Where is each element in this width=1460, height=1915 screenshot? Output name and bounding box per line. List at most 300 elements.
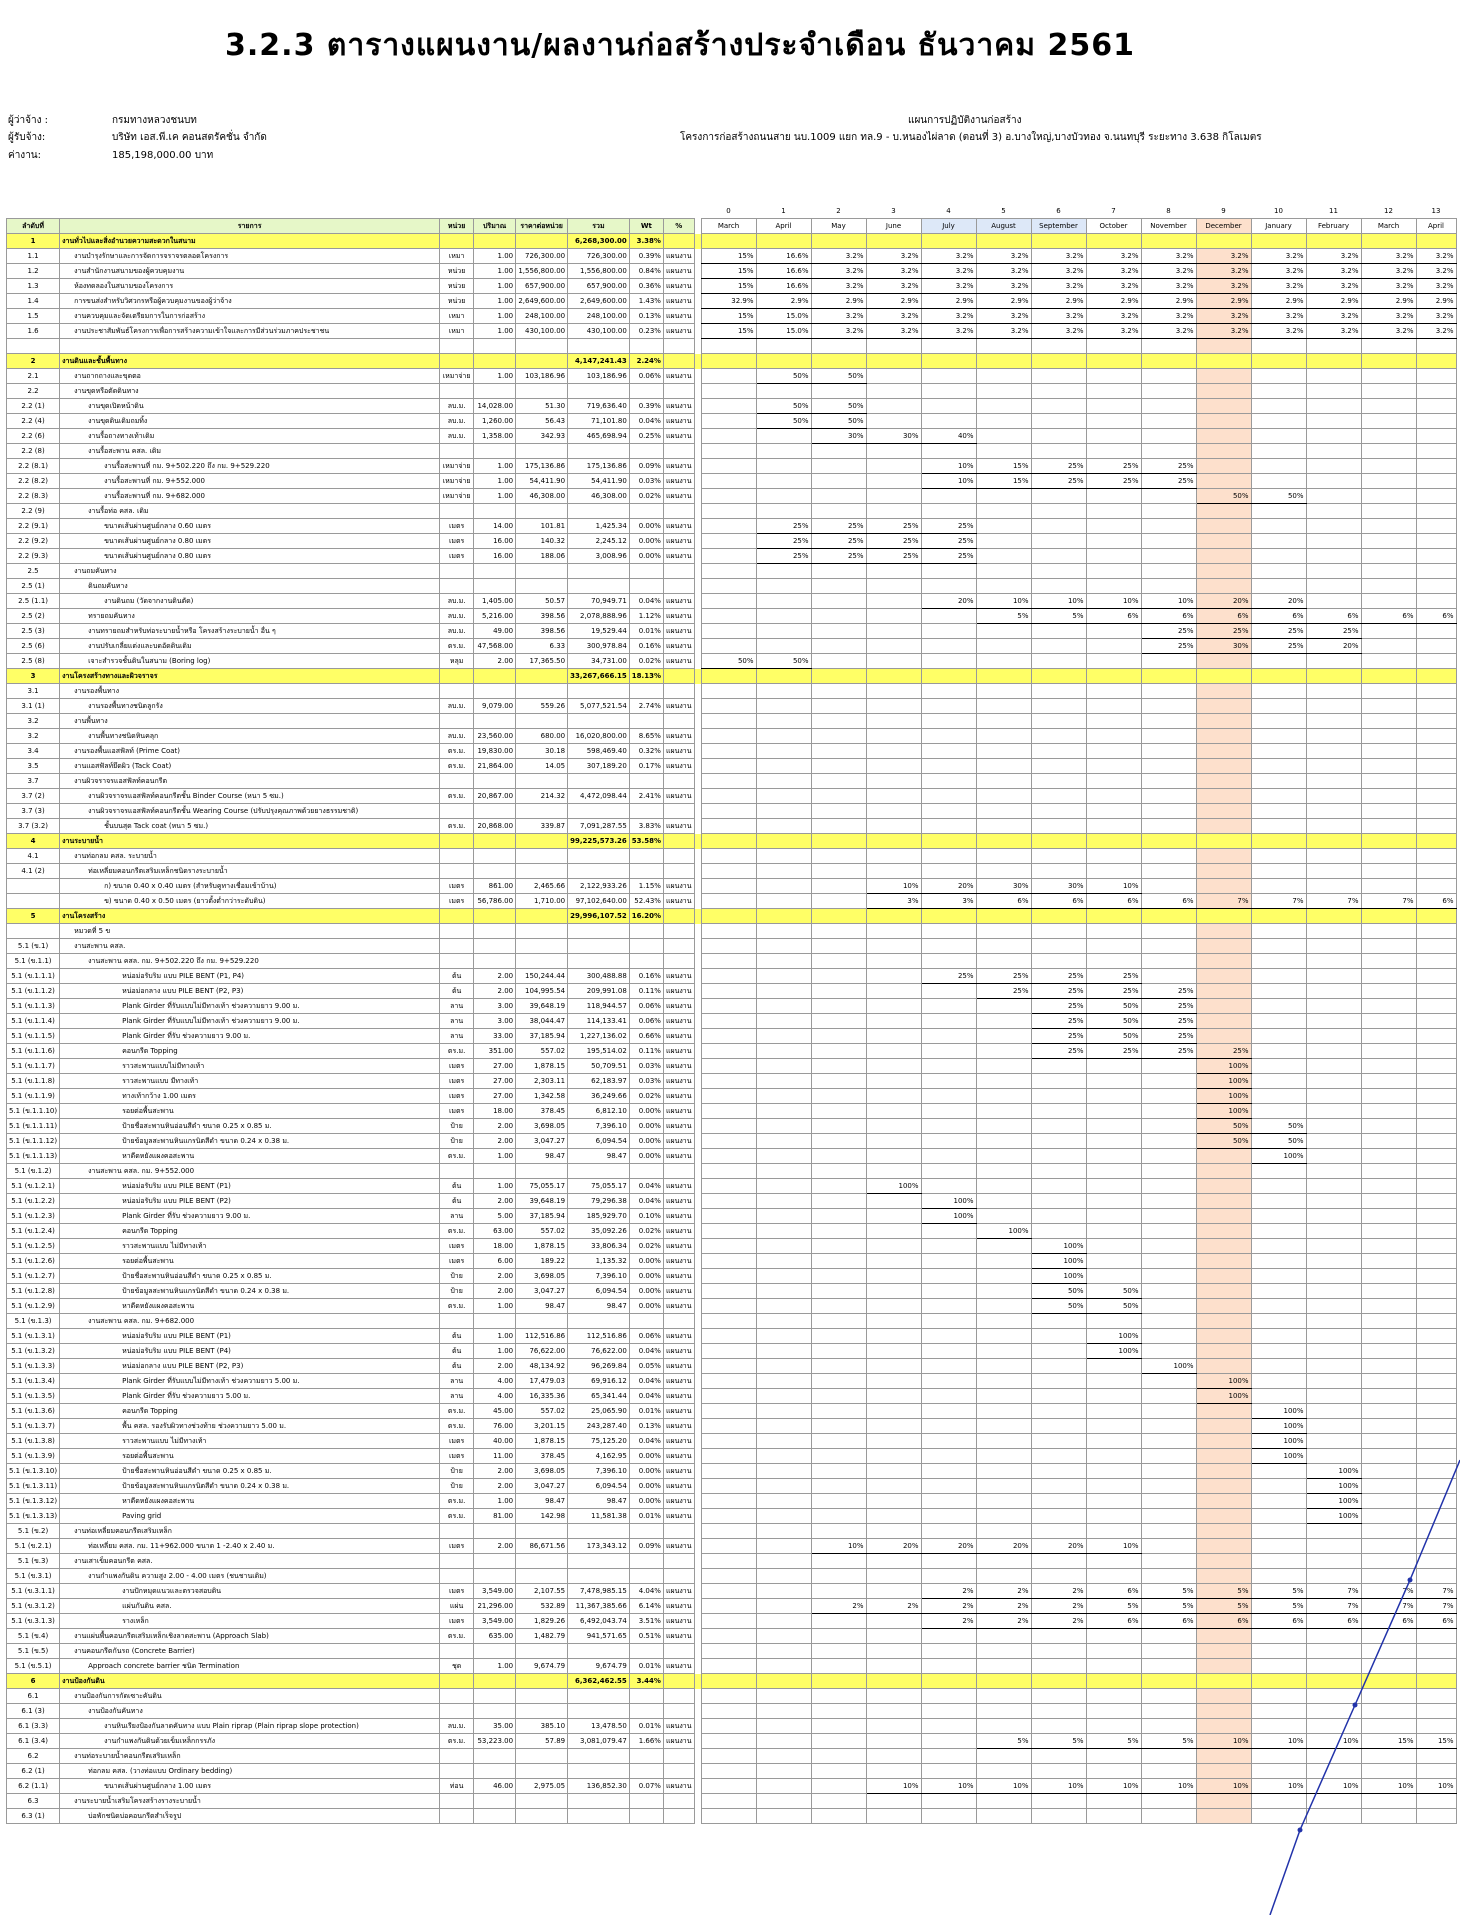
month-cell: 3.2% (921, 264, 976, 279)
month-cell: 100% (1196, 1104, 1251, 1119)
row-unit: ต้น (440, 1344, 474, 1359)
month-cell (1416, 789, 1456, 804)
row-unit: เมตร (440, 1104, 474, 1119)
month-cell (756, 1089, 811, 1104)
month-cell (811, 1779, 866, 1794)
row-weight: 0.02% (629, 654, 663, 669)
month-cell (1416, 1434, 1456, 1449)
row-weight (629, 1764, 663, 1779)
month-cell (1141, 1299, 1196, 1314)
month-cell (921, 1134, 976, 1149)
month-cell (1416, 1284, 1456, 1299)
month-cell (811, 1299, 866, 1314)
month-cell: 50% (756, 399, 811, 414)
month-cell (756, 1569, 811, 1584)
month-cell: 3.2% (1416, 264, 1456, 279)
row-item-name: งานป้องกันการกัดเซาะคันดิน (60, 1689, 440, 1704)
row-unit: เมตร (440, 1089, 474, 1104)
row-type (663, 669, 694, 684)
month-cell: 2.9% (1196, 294, 1251, 309)
row-unit (440, 804, 474, 819)
gap (694, 1464, 701, 1479)
row-unit-price (516, 684, 568, 699)
month-cell (1141, 924, 1196, 939)
month-cell: 5% (1251, 1584, 1306, 1599)
month-cell: 25% (1031, 1014, 1086, 1029)
month-cell (1416, 1629, 1456, 1644)
month-cell (1086, 1749, 1141, 1764)
month-cell (811, 1509, 866, 1524)
month-cell (1031, 1089, 1086, 1104)
row-item-name: ป้ายชื่อสะพานหินอ่อนสีดำ ขนาด 0.25 x 0.85 ม. (60, 1119, 440, 1134)
month-cell (1361, 354, 1416, 369)
month-cell (756, 504, 811, 519)
month-cell (1086, 549, 1141, 564)
month-cell (1416, 1254, 1456, 1269)
row-number: 2.5 (7, 564, 60, 579)
month-cell (976, 1194, 1031, 1209)
month-cell (701, 1374, 756, 1389)
month-cell (866, 594, 921, 609)
gap (694, 729, 701, 744)
row-item-name: ชั้นบนสุด Tack coat (หนา 5 ซม.) (60, 819, 440, 834)
row-weight (629, 444, 663, 459)
month-cell (701, 1509, 756, 1524)
month-cell (1141, 429, 1196, 444)
month-cell (701, 1329, 756, 1344)
month-cell (866, 489, 921, 504)
month-cell (1251, 1704, 1306, 1719)
row-number: 5.1 (ข.1.1.2) (7, 984, 60, 999)
row-total: 34,731.00 (568, 654, 630, 669)
month-cell (1416, 1239, 1456, 1254)
month-cell: 3.2% (1086, 324, 1141, 339)
month-cell: 3.2% (1306, 264, 1361, 279)
month-cell (921, 1404, 976, 1419)
month-cell (1086, 1434, 1141, 1449)
row-item-name: งานท่อเหลี่ยมคอนกรีตเสริมเหล็ก (60, 1524, 440, 1539)
month-cell (1306, 1749, 1361, 1764)
row-total (568, 939, 630, 954)
month-cell: 5% (1086, 1599, 1141, 1614)
month-cell (701, 1029, 756, 1044)
month-cell (1361, 1074, 1416, 1089)
month-cell (1361, 1674, 1416, 1689)
month-cell (1031, 1494, 1086, 1509)
table-row (7, 1659, 1457, 1674)
month-cell (1416, 1689, 1456, 1704)
row-unit: ลาน (440, 1029, 474, 1044)
month-cell (921, 564, 976, 579)
month-cell (1306, 1104, 1361, 1119)
month-cell (976, 1509, 1031, 1524)
month-cell (976, 1704, 1031, 1719)
row-unit-price (516, 579, 568, 594)
month-cell (866, 1389, 921, 1404)
row-unit-price: 3,047.27 (516, 1479, 568, 1494)
month-cell (1361, 1659, 1416, 1674)
month-cell (921, 504, 976, 519)
month-cell (1416, 954, 1456, 969)
row-type: แผนงาน (663, 369, 694, 384)
month-cell (1251, 1629, 1306, 1644)
month-cell (1251, 354, 1306, 369)
month-cell: 2% (921, 1599, 976, 1614)
row-quantity (474, 564, 516, 579)
month-cell (976, 954, 1031, 969)
row-unit-price: 103,186.96 (516, 369, 568, 384)
month-cell (1251, 1164, 1306, 1179)
month-cell (756, 384, 811, 399)
row-unit: ตร.ม. (440, 759, 474, 774)
month-cell (1416, 1449, 1456, 1464)
month-cell (756, 489, 811, 504)
row-unit: หลุม (440, 654, 474, 669)
row-total (568, 1794, 630, 1809)
row-unit-price (516, 1569, 568, 1584)
month-cell (1416, 864, 1456, 879)
month-cell (921, 1494, 976, 1509)
row-type: แผนงาน (663, 1479, 694, 1494)
month-cell (976, 759, 1031, 774)
row-total (568, 1164, 630, 1179)
month-cell (1031, 1524, 1086, 1539)
month-cell (1416, 1764, 1456, 1779)
month-cell (756, 459, 811, 474)
month-cell (756, 909, 811, 924)
month-header: January (1251, 219, 1306, 234)
row-item-name: งานสำนักงานสนามของผู้ควบคุมงาน (60, 264, 440, 279)
month-cell (1141, 1254, 1196, 1269)
table-row (7, 1089, 1457, 1104)
month-cell (921, 1104, 976, 1119)
table-row (7, 324, 1457, 339)
table-row (7, 834, 1457, 849)
month-cell (1251, 1389, 1306, 1404)
month-cell: 10% (1141, 594, 1196, 609)
month-header: March (701, 219, 756, 234)
row-unit: ลาน (440, 1209, 474, 1224)
month-cell: 25% (866, 534, 921, 549)
month-cell (921, 669, 976, 684)
month-cell (866, 1629, 921, 1644)
month-cell (1306, 1419, 1361, 1434)
gap (694, 969, 701, 984)
month-cell (1031, 519, 1086, 534)
month-cell (811, 1794, 866, 1809)
month-cell (1141, 1674, 1196, 1689)
month-cell (1306, 564, 1361, 579)
month-cell (866, 729, 921, 744)
row-weight: 0.04% (629, 1344, 663, 1359)
month-cell (1361, 849, 1416, 864)
row-weight: 0.16% (629, 969, 663, 984)
table-row (7, 1689, 1457, 1704)
month-cell (1306, 1764, 1361, 1779)
row-item-name: หาดีดหยังแผงคอสะพาน (60, 1149, 440, 1164)
month-cell (1251, 1104, 1306, 1119)
month-cell (811, 384, 866, 399)
gap (694, 594, 701, 609)
month-cell (1251, 1029, 1306, 1044)
row-weight: 0.10% (629, 1209, 663, 1224)
month-cell (1416, 474, 1456, 489)
month-cell (1361, 1314, 1416, 1329)
row-type: แผนงาน (663, 999, 694, 1014)
month-cell (1361, 1344, 1416, 1359)
month-cell (1196, 1524, 1251, 1539)
month-cell (1306, 459, 1361, 474)
month-cell (1416, 1299, 1456, 1314)
month-cell (1306, 1689, 1361, 1704)
month-cell (866, 1194, 921, 1209)
gap (694, 1554, 701, 1569)
gap (694, 1509, 701, 1524)
row-unit-price: 14.05 (516, 759, 568, 774)
month-cell (866, 1314, 921, 1329)
month-cell (1361, 504, 1416, 519)
row-number: 2.5 (3) (7, 624, 60, 639)
row-unit-price: 557.02 (516, 1224, 568, 1239)
row-weight: 0.09% (629, 459, 663, 474)
row-weight (629, 684, 663, 699)
month-cell (866, 624, 921, 639)
table-row (7, 1554, 1457, 1569)
row-unit-price (516, 339, 568, 354)
month-cell (811, 804, 866, 819)
month-cell (921, 774, 976, 789)
row-unit-price: 39,648.19 (516, 999, 568, 1014)
month-cell (1196, 1284, 1251, 1299)
month-cell (976, 1389, 1031, 1404)
row-item-name: บ่อพักชนิดบ่อคอนกรีตสำเร็จรูป (60, 1809, 440, 1824)
month-cell (1031, 1674, 1086, 1689)
month-cell (1251, 1509, 1306, 1524)
month-header: March (1361, 219, 1416, 234)
header-spacer (568, 204, 630, 219)
month-cell (976, 909, 1031, 924)
month-number: 7 (1086, 204, 1141, 219)
month-cell (1196, 714, 1251, 729)
month-cell (756, 1404, 811, 1419)
month-cell (1306, 1629, 1361, 1644)
row-quantity: 40.00 (474, 1434, 516, 1449)
cost-value: 185,198,000.00 บาท (112, 150, 214, 161)
row-item-name: ข) ขนาด 0.40 x 0.50 เมตร (ยาวตั้งต่ำกว่าระดับดิน) (60, 894, 440, 909)
month-cell (1031, 1719, 1086, 1734)
row-total: 112,516.86 (568, 1329, 630, 1344)
month-cell (811, 1479, 866, 1494)
month-cell (701, 1194, 756, 1209)
month-cell: 6% (1086, 1584, 1141, 1599)
month-cell (1306, 1434, 1361, 1449)
month-cell: 10% (866, 1779, 921, 1794)
row-type (663, 939, 694, 954)
table-row (7, 654, 1457, 669)
row-total: 70,949.71 (568, 594, 630, 609)
month-cell (1196, 684, 1251, 699)
row-quantity (474, 1749, 516, 1764)
month-cell: 100% (1141, 1359, 1196, 1374)
row-unit (440, 909, 474, 924)
month-cell (1086, 1239, 1141, 1254)
month-cell: 3.2% (1251, 249, 1306, 264)
month-cell (976, 339, 1031, 354)
month-cell (1086, 1269, 1141, 1284)
row-number: 6 (7, 1674, 60, 1689)
month-cell (921, 1809, 976, 1824)
month-cell: 25% (1086, 474, 1141, 489)
row-unit: ลบ.ม. (440, 399, 474, 414)
month-cell (1251, 534, 1306, 549)
month-header: April (1416, 219, 1456, 234)
row-unit: ต้น (440, 1359, 474, 1374)
row-weight: 1.12% (629, 609, 663, 624)
month-cell (1086, 1389, 1141, 1404)
gap (694, 534, 701, 549)
row-item-name: งานรองพื้นทางชนิดลูกรัง (60, 699, 440, 714)
row-type (663, 1164, 694, 1179)
row-item-name: ท่อกลม คสล. (วางท่อแบบ Ordinary bedding) (60, 1764, 440, 1779)
row-number: 5.1 (ข.1.3.7) (7, 1419, 60, 1434)
month-cell: 25% (921, 969, 976, 984)
month-cell (701, 744, 756, 759)
table-row (7, 1179, 1457, 1194)
row-item-name: หน่อม่อกลาง แบบ PILE BENT (P2, P3) (60, 1359, 440, 1374)
month-cell (1031, 414, 1086, 429)
row-item-name: งานปรับเกลี่ยแต่งและบดอัดดินเดิม (60, 639, 440, 654)
row-total: 50,709.51 (568, 1059, 630, 1074)
month-cell: 3.2% (1141, 309, 1196, 324)
gap (694, 294, 701, 309)
month-cell: 2.9% (866, 294, 921, 309)
month-cell (1306, 684, 1361, 699)
month-cell: 25% (1086, 1044, 1141, 1059)
month-cell (1306, 1269, 1361, 1284)
row-total: 7,396.10 (568, 1119, 630, 1134)
month-cell (921, 1794, 976, 1809)
month-cell (1416, 444, 1456, 459)
row-total: 2,122,933.26 (568, 879, 630, 894)
month-cell (921, 1179, 976, 1194)
month-cell (1416, 939, 1456, 954)
month-cell (921, 339, 976, 354)
month-cell: 25% (1141, 999, 1196, 1014)
row-unit: ลบ.ม. (440, 429, 474, 444)
month-cell (921, 1164, 976, 1179)
row-number (7, 894, 60, 909)
gap (694, 1314, 701, 1329)
month-cell: 25% (921, 534, 976, 549)
header-wt: Wt (629, 219, 663, 234)
month-cell (866, 609, 921, 624)
month-cell: 25% (1141, 459, 1196, 474)
month-cell (866, 1074, 921, 1089)
row-unit: ป้าย (440, 1464, 474, 1479)
month-cell (756, 669, 811, 684)
month-header: December (1196, 219, 1251, 234)
row-weight: 0.03% (629, 474, 663, 489)
month-cell: 25% (1086, 969, 1141, 984)
month-cell: 100% (1031, 1254, 1086, 1269)
row-weight: 2.74% (629, 699, 663, 714)
month-cell: 50% (701, 654, 756, 669)
month-cell (1416, 489, 1456, 504)
gap (694, 909, 701, 924)
month-cell (1086, 1149, 1141, 1164)
month-cell (866, 1809, 921, 1824)
month-cell: 10% (921, 459, 976, 474)
month-cell (1141, 339, 1196, 354)
row-item-name: คอนกรีต Topping (60, 1044, 440, 1059)
row-number: 2.1 (7, 369, 60, 384)
row-quantity: 47,568.00 (474, 639, 516, 654)
gap (694, 879, 701, 894)
row-unit-price: 112,516.86 (516, 1329, 568, 1344)
month-cell (921, 939, 976, 954)
row-unit-price (516, 849, 568, 864)
gap (694, 1629, 701, 1644)
table-row (7, 264, 1457, 279)
gap (694, 999, 701, 1014)
row-number: 5.1 (ข.1.3.10) (7, 1464, 60, 1479)
month-cell (1141, 1209, 1196, 1224)
month-cell (756, 984, 811, 999)
row-item-name: ดินถมคันทาง (60, 579, 440, 594)
month-cell: 6% (1196, 609, 1251, 624)
month-cell (1086, 1464, 1141, 1479)
month-cell (866, 354, 921, 369)
row-unit (440, 684, 474, 699)
month-cell: 25% (811, 549, 866, 564)
gap (694, 459, 701, 474)
month-cell (1306, 1239, 1361, 1254)
month-cell (1416, 1719, 1456, 1734)
month-cell (756, 1464, 811, 1479)
month-cell (1361, 1059, 1416, 1074)
row-number: 6.2 (7, 1749, 60, 1764)
month-cell (921, 1434, 976, 1449)
month-cell (1196, 519, 1251, 534)
table-row (7, 759, 1457, 774)
row-unit-price: 3,698.05 (516, 1269, 568, 1284)
month-cell: 25% (1031, 984, 1086, 999)
table-row (7, 294, 1457, 309)
row-unit: ตร.ม. (440, 1629, 474, 1644)
row-item-name: งานกำแพงกันดินด้วยเข็มเหล็กกรรภัง (60, 1734, 440, 1749)
month-cell (756, 924, 811, 939)
gap (694, 429, 701, 444)
row-unit: ลบ.ม. (440, 1719, 474, 1734)
row-unit-price: 3,698.05 (516, 1464, 568, 1479)
month-cell (1031, 924, 1086, 939)
month-cell (866, 1329, 921, 1344)
gap (694, 1599, 701, 1614)
month-cell (1251, 504, 1306, 519)
month-cell (1306, 1149, 1361, 1164)
gap (694, 1224, 701, 1239)
month-cell (1031, 504, 1086, 519)
row-unit: เมตร (440, 1074, 474, 1089)
row-weight (629, 579, 663, 594)
month-cell (701, 1014, 756, 1029)
month-cell (701, 1689, 756, 1704)
row-weight (629, 1554, 663, 1569)
row-type: แผนงาน (663, 1494, 694, 1509)
month-cell: 10% (1196, 1779, 1251, 1794)
month-cell: 3.2% (1251, 324, 1306, 339)
month-cell (1251, 1089, 1306, 1104)
